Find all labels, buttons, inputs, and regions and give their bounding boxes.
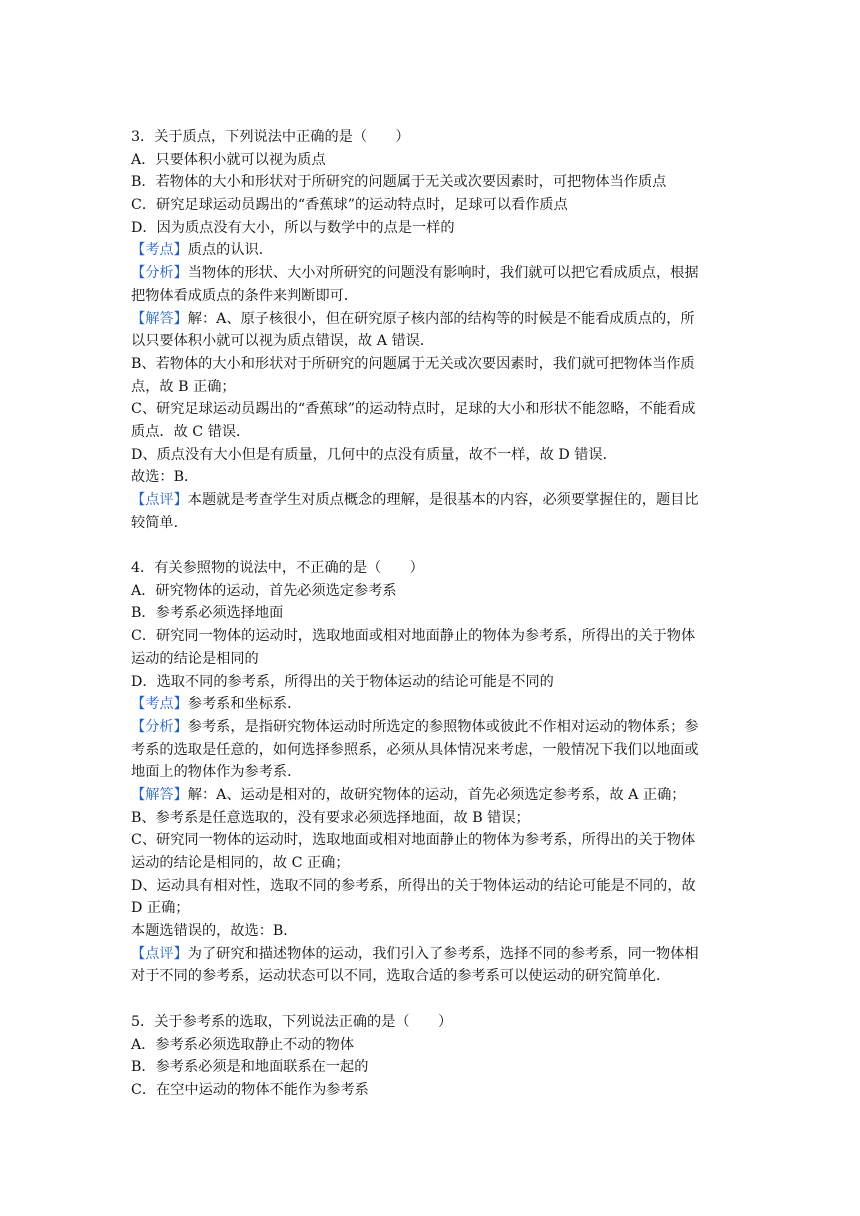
option-a: A．参考系必须选取静止不动的物体 <box>131 1036 355 1053</box>
fenxi <box>131 262 731 285</box>
spacer <box>131 988 731 1011</box>
jieda-text: 解：A、运动是相对的，故研究物体的运动，首先必须选定参考系，故 A 正确； <box>187 786 686 803</box>
kaodian <box>131 693 731 716</box>
option-a: A．只要体积小就可以视为质点 <box>131 151 326 168</box>
jieda-tag: 【解答】 <box>131 310 188 327</box>
fenxi-tag: 【分析】 <box>131 718 188 735</box>
answer-line: 故选：B． <box>131 469 199 486</box>
option-d: D．因为质点没有大小，所以与数学中的点是一样的 <box>131 219 455 236</box>
dianping <box>131 943 731 966</box>
jieda-line: 以只要体积小就可以视为质点错误，故 A 错误． <box>131 333 435 350</box>
fenxi-text: 参考系，是指研究物体运动时所选定的参照物体或彼此不作相对运动的物体系；参 <box>187 718 699 735</box>
option-c-cont: 运动的结论是相同的 <box>131 650 259 667</box>
question-5 <box>131 1011 731 1102</box>
dianping-text: 为了研究和描述物体的运动，我们引入了参考系，选择不同的参考系，同一物体相 <box>187 945 699 962</box>
option-c: C．在空中运动的物体不能作为参考系 <box>131 1081 369 1098</box>
fenxi-line: 考系的选取是任意的，如何选择参照系，必须从具体情况来考虑，一般情况下我们以地面或 <box>131 741 699 758</box>
jieda-line: 点，故 B 正确； <box>131 378 236 395</box>
spacer <box>131 534 731 557</box>
option-b: B．若物体的大小和形状对于所研究的问题属于无关或次要因素时，可把物体当作质点 <box>131 174 667 191</box>
kaodian <box>131 239 731 262</box>
option-d: D．选取不同的参考系，所得出的关于物体运动的结论可能是不同的 <box>131 673 554 690</box>
question-stem: 5．关于参考系的选取，下列说法正确的是（ ） <box>131 1013 453 1030</box>
jieda-text: 解：A、原子核很小，但在研究原子核内部的结构等的时候是不能看成质点的，所 <box>187 310 695 327</box>
kaodian-text: 参考系和坐标系． <box>187 696 302 713</box>
question-stem: 4．有关参照物的说法中，不正确的是（ ） <box>131 560 424 577</box>
dianping-tag: 【点评】 <box>131 945 188 962</box>
jieda-line: 运动的结论是相同的，故 C 正确； <box>131 855 350 871</box>
answer-line: 本题选错误的，故选：B． <box>131 923 298 940</box>
dianping-tag: 【点评】 <box>131 492 188 508</box>
fenxi-line: 把物体看成质点的条件来判断即可． <box>131 287 359 304</box>
jieda-tag: 【解答】 <box>131 786 188 803</box>
kaodian-text: 质点的认识． <box>187 242 273 259</box>
question-stem: 3．关于质点，下列说法中正确的是（ ） <box>131 129 410 145</box>
jieda-line: D、运动具有相对性，选取不同的参考系，所得出的关于物体运动的结论可能是不同的，故 <box>131 877 696 894</box>
jieda-line: C、研究足球运动员踢出的“香蕉球”的运动特点时，足球的大小和形状不能忽略，不能看成 <box>131 401 696 418</box>
jieda <box>131 784 731 807</box>
jieda-line: B、若物体的大小和形状对于所研究的问题属于无关或次要因素时，我们就可把物体当作质 <box>131 355 695 372</box>
jieda-line: B、参考系是任意选取的，没有要求必须选择地面，故 B 错误； <box>131 809 530 826</box>
option-b: B．参考系必须是和地面联系在一起的 <box>131 1059 369 1076</box>
fenxi-line: 地面上的物体作为参考系． <box>131 764 302 781</box>
fenxi-text: 当物体的形状、大小对所研究的问题没有影响时，我们就可以把它看成质点，根据 <box>187 265 699 282</box>
option-a: A．研究物体的运动，首先必须选定参考系 <box>131 582 397 599</box>
dianping-text: 本题就是考查学生对质点概念的理解，是很基本的内容，必须要掌握住的，题目比 <box>187 492 699 508</box>
jieda-line: C、研究同一物体的运动时，选取地面或相对地面静止的物体为参考系，所得出的关于物体 <box>131 832 696 849</box>
question-4 <box>131 557 731 988</box>
jieda-line: D、质点没有大小但是有质量，几何中的点没有质量，故不一样，故 D 错误． <box>131 446 617 463</box>
fenxi <box>131 716 731 739</box>
fenxi-tag: 【分析】 <box>131 265 188 282</box>
option-c: C．研究足球运动员踢出的“香蕉球”的运动特点时，足球可以看作质点 <box>131 197 568 214</box>
jieda-line: 质点．故 C 错误． <box>131 423 251 440</box>
kaodian-tag: 【考点】 <box>131 242 188 259</box>
dianping-line: 较简单． <box>131 514 188 531</box>
question-3 <box>131 126 731 534</box>
kaodian-tag: 【考点】 <box>131 696 188 713</box>
document-page <box>131 126 731 1102</box>
jieda <box>131 308 731 331</box>
dianping-line: 对于不同的参考系，运动状态可以不同，选取合适的参考系可以使运动的研究简单化． <box>131 968 671 985</box>
dianping <box>131 489 731 512</box>
option-c: C．研究同一物体的运动时，选取地面或相对地面静止的物体为参考系，所得出的关于物体 <box>131 628 696 645</box>
jieda-line: D 正确； <box>131 900 190 917</box>
option-b: B．参考系必须选择地面 <box>131 605 284 622</box>
